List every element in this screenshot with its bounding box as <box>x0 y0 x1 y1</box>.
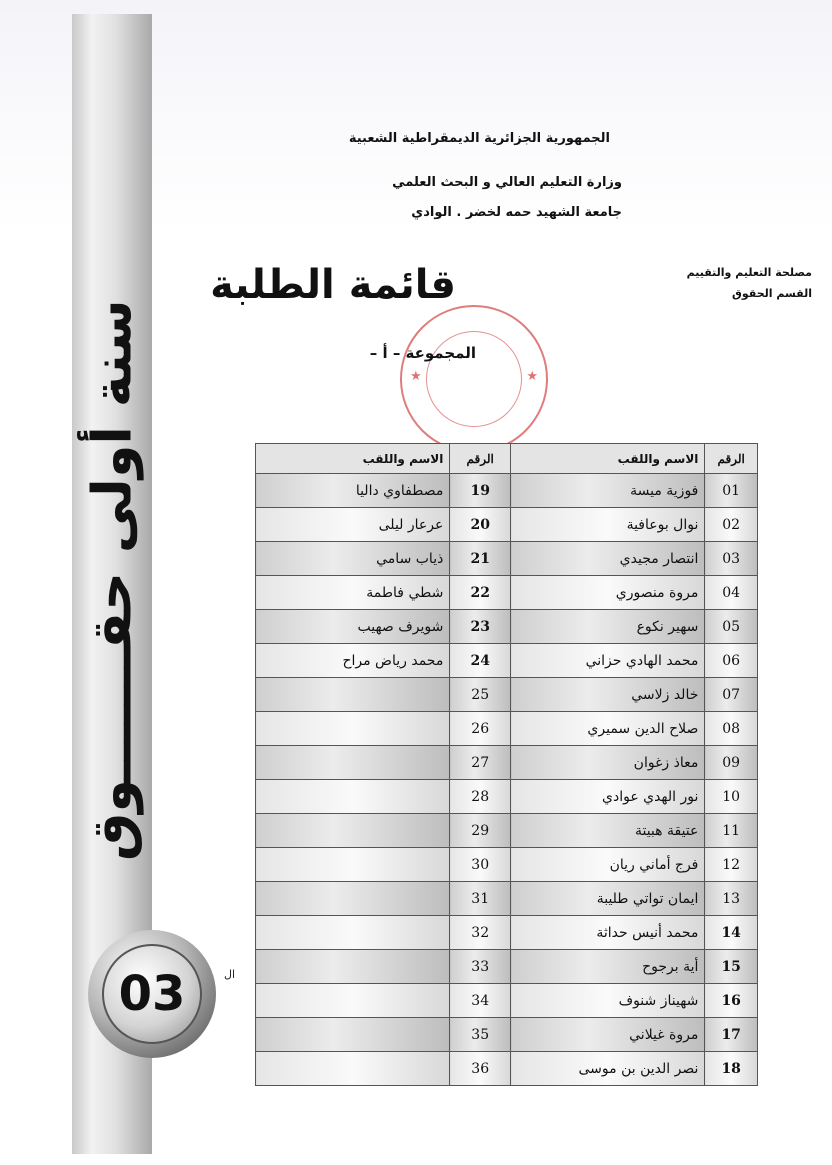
side-banner-title: سنة أولى حقـــــــوق <box>80 299 144 861</box>
student-name <box>256 1018 450 1052</box>
row-number: 28 <box>450 780 511 814</box>
table-row <box>256 474 758 508</box>
row-number: 11 <box>705 814 758 848</box>
row-number: 33 <box>450 950 511 984</box>
student-name: مروة غيلاني <box>511 1018 705 1052</box>
republic-heading: الجمهورية الجزائرية الديمقراطية الشعبية <box>348 131 610 146</box>
student-name: نصر الدين بن موسى <box>511 1052 705 1086</box>
student-name <box>256 916 450 950</box>
student-name: مروة منصوري <box>511 576 705 610</box>
row-number: 05 <box>705 610 758 644</box>
table-row <box>256 882 758 916</box>
student-name: عتيقة هبيتة <box>511 814 705 848</box>
student-name <box>256 746 450 780</box>
table-row <box>256 576 758 610</box>
row-number: 14 <box>705 916 758 950</box>
student-name: فوزية ميسة <box>511 474 705 508</box>
column-header-name: الاسم واللقب <box>256 444 450 474</box>
student-name: نوال بوعافية <box>511 508 705 542</box>
student-name <box>256 950 450 984</box>
ministry-heading: وزارة التعليم العالي و البحث العلمي <box>392 175 622 190</box>
row-number: 27 <box>450 746 511 780</box>
row-number: 23 <box>450 610 511 644</box>
row-number: 32 <box>450 916 511 950</box>
table-row <box>256 644 758 678</box>
row-number: 36 <box>450 1052 511 1086</box>
row-number: 30 <box>450 848 511 882</box>
student-name: شهيناز شنوف <box>511 984 705 1018</box>
group-label: المجموعة – أ – <box>369 344 476 362</box>
column-header-number: الرقم <box>450 444 511 474</box>
table-row <box>256 984 758 1018</box>
student-name <box>256 1052 450 1086</box>
table-header-row <box>256 444 758 474</box>
table-row <box>256 508 758 542</box>
student-name: ذياب سامي <box>256 542 450 576</box>
table-row <box>256 542 758 576</box>
column-header-number: الرقم <box>705 444 758 474</box>
table-row <box>256 848 758 882</box>
student-name: محمد الهادي حزاني <box>511 644 705 678</box>
row-number: 12 <box>705 848 758 882</box>
row-number: 22 <box>450 576 511 610</box>
student-name: مصطفاوي داليا <box>256 474 450 508</box>
row-number: 09 <box>705 746 758 780</box>
student-name: نور الهدي عوادي <box>511 780 705 814</box>
table-row <box>256 1052 758 1086</box>
page-title: قائمة الطلبة <box>210 262 456 308</box>
row-number: 06 <box>705 644 758 678</box>
row-number: 02 <box>705 508 758 542</box>
student-name <box>256 814 450 848</box>
official-stamp <box>400 305 548 453</box>
table-row <box>256 678 758 712</box>
row-number: 17 <box>705 1018 758 1052</box>
row-number: 34 <box>450 984 511 1018</box>
row-number: 10 <box>705 780 758 814</box>
table-row <box>256 814 758 848</box>
badge-tail-text: ال <box>224 968 236 981</box>
student-name: خالد زلاسي <box>511 678 705 712</box>
row-number: 24 <box>450 644 511 678</box>
row-number: 01 <box>705 474 758 508</box>
row-number: 03 <box>705 542 758 576</box>
student-name <box>256 984 450 1018</box>
row-number: 21 <box>450 542 511 576</box>
row-number: 19 <box>450 474 511 508</box>
students-table <box>255 443 758 1086</box>
department-line-1: مصلحة التعليم والتقييم <box>686 266 812 279</box>
table-row <box>256 950 758 984</box>
table-row <box>256 610 758 644</box>
row-number: 20 <box>450 508 511 542</box>
row-number: 26 <box>450 712 511 746</box>
table-row <box>256 916 758 950</box>
student-name: سهير نكوع <box>511 610 705 644</box>
table-row <box>256 1018 758 1052</box>
row-number: 31 <box>450 882 511 916</box>
column-header-name: الاسم واللقب <box>511 444 705 474</box>
university-heading: جامعة الشهيد حمه لخضر . الوادي <box>411 205 622 220</box>
student-name <box>256 780 450 814</box>
stamp-star-icon: ★ <box>410 369 422 384</box>
table-row <box>256 780 758 814</box>
student-name <box>256 712 450 746</box>
row-number: 08 <box>705 712 758 746</box>
student-name <box>256 848 450 882</box>
year-badge-number: 03 <box>102 944 202 1044</box>
table-row <box>256 712 758 746</box>
student-name: معاذ زغوان <box>511 746 705 780</box>
student-name: صلاح الدين سميري <box>511 712 705 746</box>
row-number: 15 <box>705 950 758 984</box>
row-number: 04 <box>705 576 758 610</box>
student-name: انتصار مجيدي <box>511 542 705 576</box>
row-number: 13 <box>705 882 758 916</box>
student-name: شويرف صهيب <box>256 610 450 644</box>
student-name: محمد رياض مراح <box>256 644 450 678</box>
row-number: 25 <box>450 678 511 712</box>
row-number: 18 <box>705 1052 758 1086</box>
year-badge <box>88 930 216 1058</box>
student-name: فرج أماني ريان <box>511 848 705 882</box>
student-name <box>256 882 450 916</box>
student-name: محمد أنيس حداثة <box>511 916 705 950</box>
student-name: شطي فاطمة <box>256 576 450 610</box>
table-row <box>256 746 758 780</box>
stamp-star-icon: ★ <box>526 369 538 384</box>
row-number: 07 <box>705 678 758 712</box>
department-line-2: القسم الحقوق <box>732 287 812 300</box>
row-number: 16 <box>705 984 758 1018</box>
row-number: 29 <box>450 814 511 848</box>
student-name: أية برجوح <box>511 950 705 984</box>
student-name <box>256 678 450 712</box>
student-name: ايمان تواتي طليبة <box>511 882 705 916</box>
student-name: عرعار ليلى <box>256 508 450 542</box>
row-number: 35 <box>450 1018 511 1052</box>
